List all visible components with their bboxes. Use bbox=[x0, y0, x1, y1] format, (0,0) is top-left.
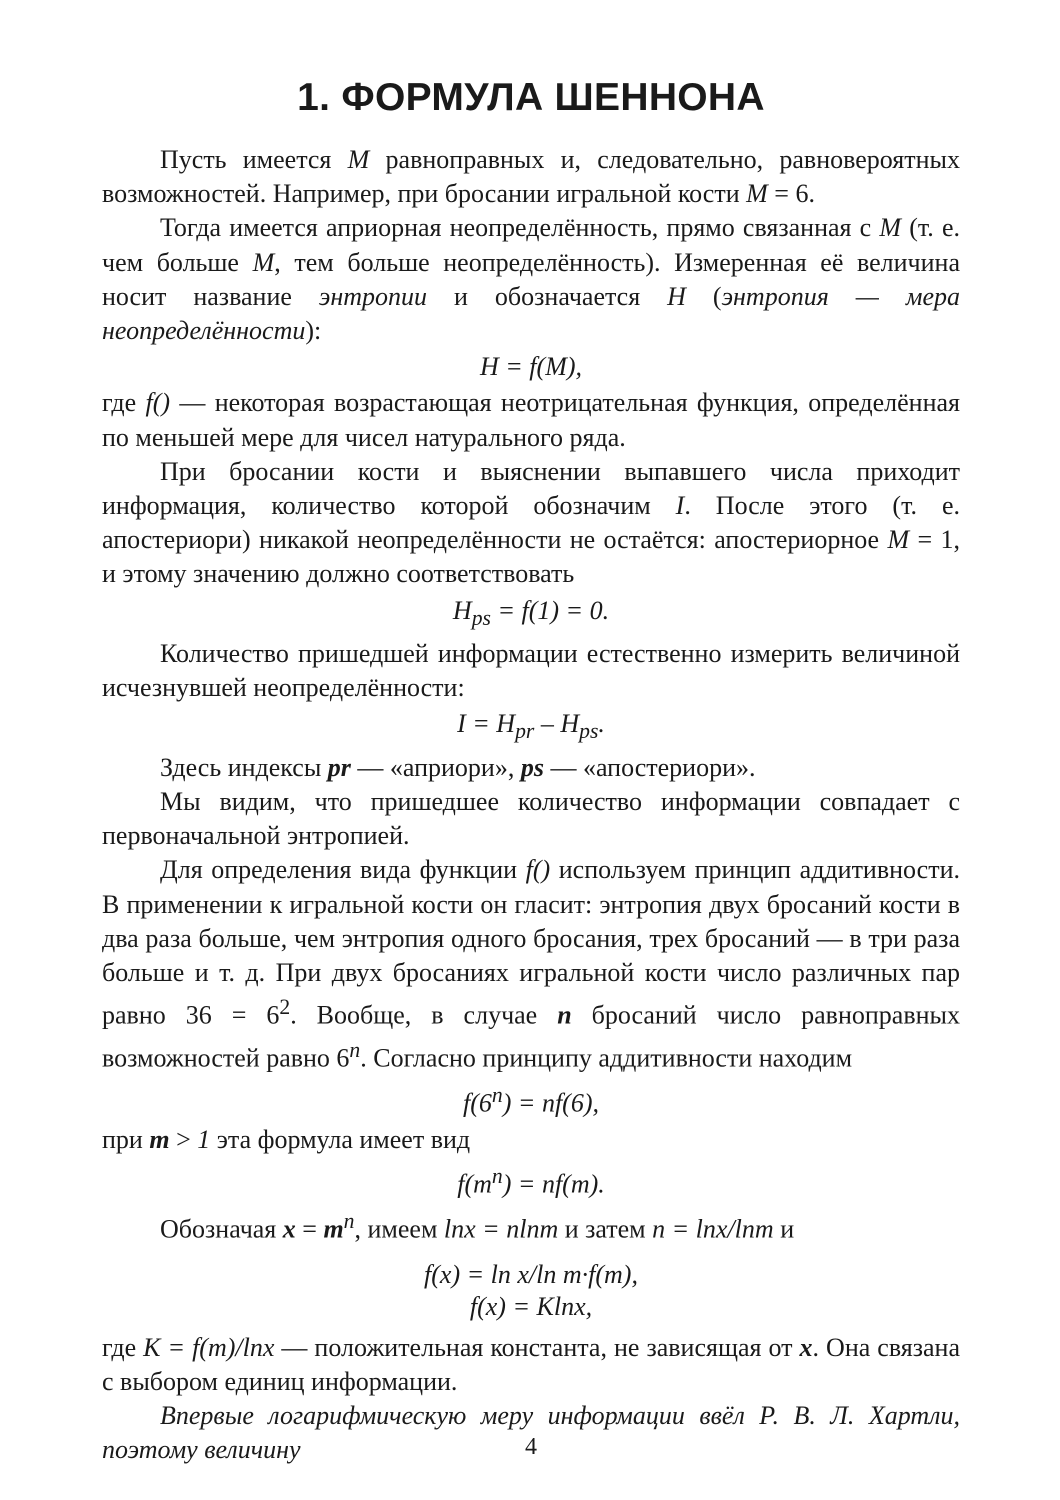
f3-text-b: – H bbox=[534, 709, 580, 739]
f3-sub-pr: pr bbox=[515, 719, 535, 744]
p10-sup-n: n bbox=[343, 1208, 355, 1233]
p3-text-b: — некоторая возрастающая неотрицательная функция, определённая по меньшей мере для чисел натурального ряда. bbox=[102, 388, 960, 452]
p8-text-e: . Согласно принципу аддитивности находим bbox=[360, 1043, 853, 1073]
p6-text-a: Здесь индексы bbox=[160, 752, 328, 782]
p2-text-e: ( bbox=[685, 281, 722, 311]
p4-text-a: При бросании кости и выяснении выпавшего числа приходит информация, количество которой обозначим bbox=[102, 456, 960, 521]
p11-var-x: x bbox=[799, 1332, 813, 1362]
p9-text-c: эта формула имеет вид bbox=[210, 1124, 471, 1154]
p10-text-b: = bbox=[295, 1214, 324, 1244]
f3-text-c: . bbox=[598, 709, 605, 739]
f4-text-b: ) = nf(6), bbox=[502, 1088, 599, 1118]
paragraph-2 bbox=[102, 211, 960, 348]
p3-var-f: f() bbox=[145, 388, 171, 418]
paragraph-4 bbox=[102, 455, 960, 592]
formula-block-fx bbox=[102, 1259, 960, 1323]
p8-var-n: n bbox=[557, 1000, 572, 1030]
p4-var-i: I bbox=[675, 491, 685, 521]
formula-h-f-m: H = f(M), bbox=[479, 352, 583, 382]
f5-sup-n: n bbox=[491, 1164, 503, 1189]
p10-text-c: , имеем bbox=[354, 1214, 444, 1244]
document-page bbox=[102, 0, 960, 1500]
p3-text-a: где bbox=[102, 388, 146, 418]
paragraph-7: Мы видим, что пришедшее количество информации совпадает с первоначальной энтропией. bbox=[102, 787, 960, 851]
p1-text-c: = 6. bbox=[767, 179, 815, 209]
paragraph-6 bbox=[102, 751, 960, 785]
paragraph-1 bbox=[102, 143, 960, 211]
p9-var-m: m bbox=[149, 1124, 170, 1154]
p10-var-x: x bbox=[282, 1214, 296, 1244]
p8-text-b: используем принцип аддитивности. В применении к игральной кости он гласит: энтропия двух бросаний кости в два раза больше, чем энтропия одного бросания, трех бросаний — в три раза больше и т. д. При двух бросаниях игральной кости число различных пар равно 36 = 6 bbox=[102, 855, 961, 1030]
p8-var-f: f() bbox=[525, 855, 551, 885]
f3-text-a: I = H bbox=[457, 709, 516, 739]
p10-text-d: и затем bbox=[558, 1214, 653, 1244]
p11-text-c: . Она связана с выбором единиц информации. bbox=[102, 1332, 960, 1396]
p8-sup-n: n bbox=[349, 1038, 361, 1063]
p6-text-b: — «априори», bbox=[350, 752, 521, 782]
f5-text-b: ) = nf(m). bbox=[502, 1169, 605, 1199]
p10-text-a: Обозначая bbox=[160, 1214, 283, 1244]
paragraph-10 bbox=[102, 1204, 960, 1247]
p4-text-b: . После этого (т. е. апостериори) никакой неопределённости не остаётся: апостериорное bbox=[102, 491, 960, 555]
p2-text-a: Тогда имеется априорная неопределённость, прямо связанная с bbox=[160, 213, 880, 243]
paragraph-9 bbox=[102, 1123, 960, 1157]
f6-line-2: f(x) = Klnx, bbox=[469, 1291, 593, 1321]
p1-text-b: равноправных и, следовательно, равновероятных возможностей. Например, при бросании игральной кости bbox=[102, 145, 960, 209]
paragraph-3 bbox=[102, 386, 960, 454]
p10-var-m: m bbox=[323, 1214, 344, 1244]
p4-var-m: M bbox=[887, 525, 910, 555]
p11-text-a: где bbox=[102, 1332, 144, 1362]
formula-f-mn bbox=[102, 1159, 960, 1202]
p2-text-d: и обозначается bbox=[427, 281, 668, 311]
p2-term-definition: энтропия — мера неопределённости bbox=[102, 281, 960, 346]
p8-text-a: Для определения вида функции bbox=[160, 855, 526, 885]
p4-text-c: = 1, и этому значению должно соответствовать bbox=[102, 525, 960, 589]
p9-text-b: > bbox=[169, 1124, 198, 1154]
p10-text-e: и bbox=[773, 1214, 795, 1244]
p1-var-m2: M bbox=[746, 179, 768, 209]
p2-text-b: (т. е. чем больше bbox=[102, 213, 960, 277]
f2-text-b: = f(1) = 0. bbox=[490, 595, 610, 625]
p8-sup-2: 2 bbox=[279, 995, 291, 1020]
paragraph-8 bbox=[102, 853, 960, 1076]
p1-text-a: Пусть имеется bbox=[160, 145, 348, 174]
formula-i-difference bbox=[102, 707, 960, 748]
p10-expr-n: n = lnx/lnm bbox=[652, 1214, 774, 1244]
p2-text-f: ): bbox=[305, 316, 322, 346]
section-title: 1. ФОРМУЛА ШЕННОНА bbox=[297, 76, 765, 119]
f6-line-1: f(x) = ln x/ln m·f(m), bbox=[424, 1259, 638, 1289]
formula-f-6n bbox=[102, 1078, 960, 1121]
f4-text-a: f(6 bbox=[463, 1088, 492, 1118]
page-number: 4 bbox=[525, 1434, 537, 1460]
p9-var-one: 1 bbox=[197, 1124, 211, 1154]
p6-var-pr: pr bbox=[327, 752, 351, 782]
body-text bbox=[102, 143, 960, 1468]
p2-var-m: M bbox=[879, 213, 902, 243]
p6-var-ps: ps bbox=[520, 752, 544, 782]
p2-text-c: , тем больше неопределённость). Измеренная её величина носит название bbox=[102, 247, 960, 311]
f3-sub-ps: ps bbox=[579, 719, 599, 744]
p2-var-m2: M bbox=[252, 247, 275, 277]
p9-text-a: при bbox=[102, 1124, 150, 1154]
p8-text-c: . Вообще, в случае bbox=[290, 1000, 558, 1030]
p11-text-b: — положительная константа, не зависящая от bbox=[274, 1332, 800, 1362]
p6-text-c: — «апостериори». bbox=[543, 752, 756, 782]
p10-expr-lnx: lnx = nlnm bbox=[443, 1214, 559, 1244]
f2-text-a: H bbox=[452, 595, 472, 625]
f4-sup-n: n bbox=[491, 1082, 503, 1107]
p11-expr-k: K = f(m)/lnx bbox=[143, 1332, 275, 1362]
paragraph-5: Количество пришедшей информации естественно измерить величиной исчезнувшей неопределённости: bbox=[102, 639, 960, 703]
p2-term-entropy: энтропии bbox=[318, 281, 428, 311]
p2-var-h: H bbox=[667, 281, 686, 311]
f5-text-a: f(m bbox=[457, 1169, 492, 1199]
paragraph-12: Впервые логарифмическую меру информации ввёл Р. В. Л. Хартли, поэтому величину bbox=[102, 1401, 960, 1465]
paragraph-11 bbox=[102, 1331, 960, 1399]
p8-text-d: бросаний число равноправных возможностей равно 6 bbox=[102, 1000, 960, 1073]
p1-var-m: M bbox=[347, 145, 370, 174]
formula-h-ps bbox=[102, 594, 960, 635]
f2-sub-ps: ps bbox=[471, 605, 491, 630]
